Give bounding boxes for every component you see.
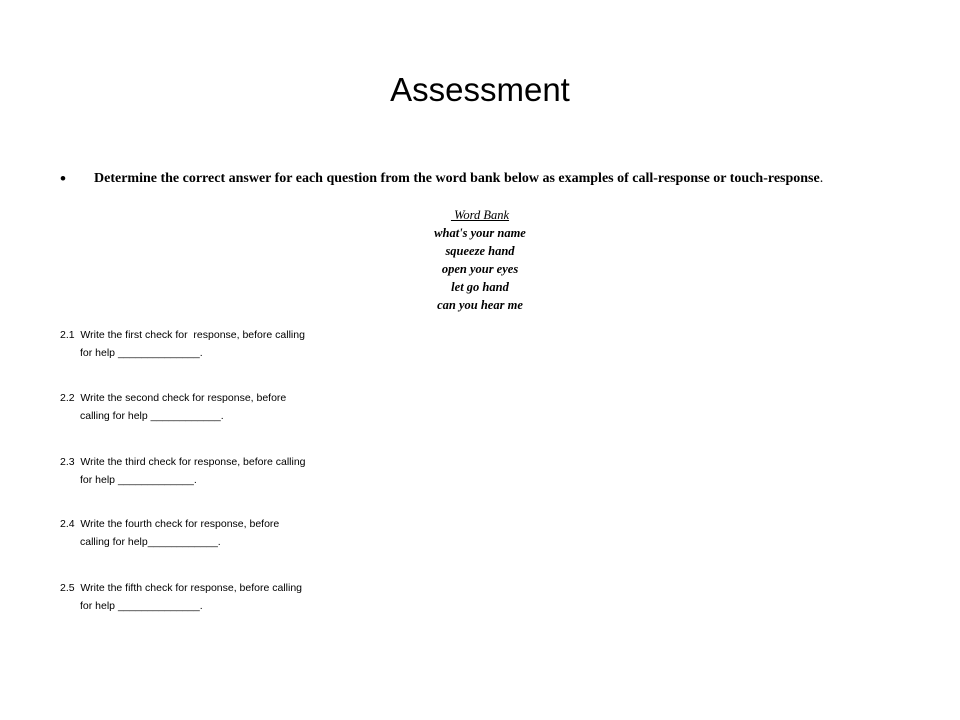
word-bank xyxy=(280,206,680,314)
instruction-bullet xyxy=(60,171,880,187)
instruction-period: . xyxy=(819,171,824,186)
word-bank-item: let go hand xyxy=(451,280,509,294)
question-2-1 xyxy=(60,326,480,362)
question-2-4 xyxy=(60,515,480,551)
instruction-body: Determine the correct answer for each question from the word bank below as examples of call-response or touch-response xyxy=(94,171,820,186)
question-answer-blank: for help _____________. xyxy=(80,474,197,486)
question-answer-blank: for help ______________. xyxy=(80,347,203,359)
question-2-5 xyxy=(60,579,480,615)
word-bank-title: Word Bank xyxy=(450,208,510,222)
instruction-text xyxy=(94,171,880,187)
question-text: 2.5 Write the fifth check for response, before calling xyxy=(60,582,303,594)
word-bank-item: can you hear me xyxy=(437,298,523,312)
word-bank-item: what's your name xyxy=(434,226,526,240)
question-answer-blank: calling for help ____________. xyxy=(80,410,224,422)
question-answer-blank: for help ______________. xyxy=(80,600,203,612)
question-2-2 xyxy=(60,389,480,425)
word-bank-item: squeeze hand xyxy=(445,244,515,258)
question-text: 2.3 Write the third check for response, before calling xyxy=(60,456,306,468)
word-bank-item: open your eyes xyxy=(441,262,519,276)
question-text: 2.2 Write the second check for response, before xyxy=(60,392,287,404)
question-text: 2.1 Write the first check for response, before calling xyxy=(60,329,305,341)
question-text: 2.4 Write the fourth check for response, before xyxy=(60,518,280,530)
bullet-dot-icon: • xyxy=(60,169,66,188)
slide-title: Assessment xyxy=(390,71,570,108)
question-2-3 xyxy=(60,453,480,489)
question-answer-blank: calling for help____________. xyxy=(80,536,221,548)
